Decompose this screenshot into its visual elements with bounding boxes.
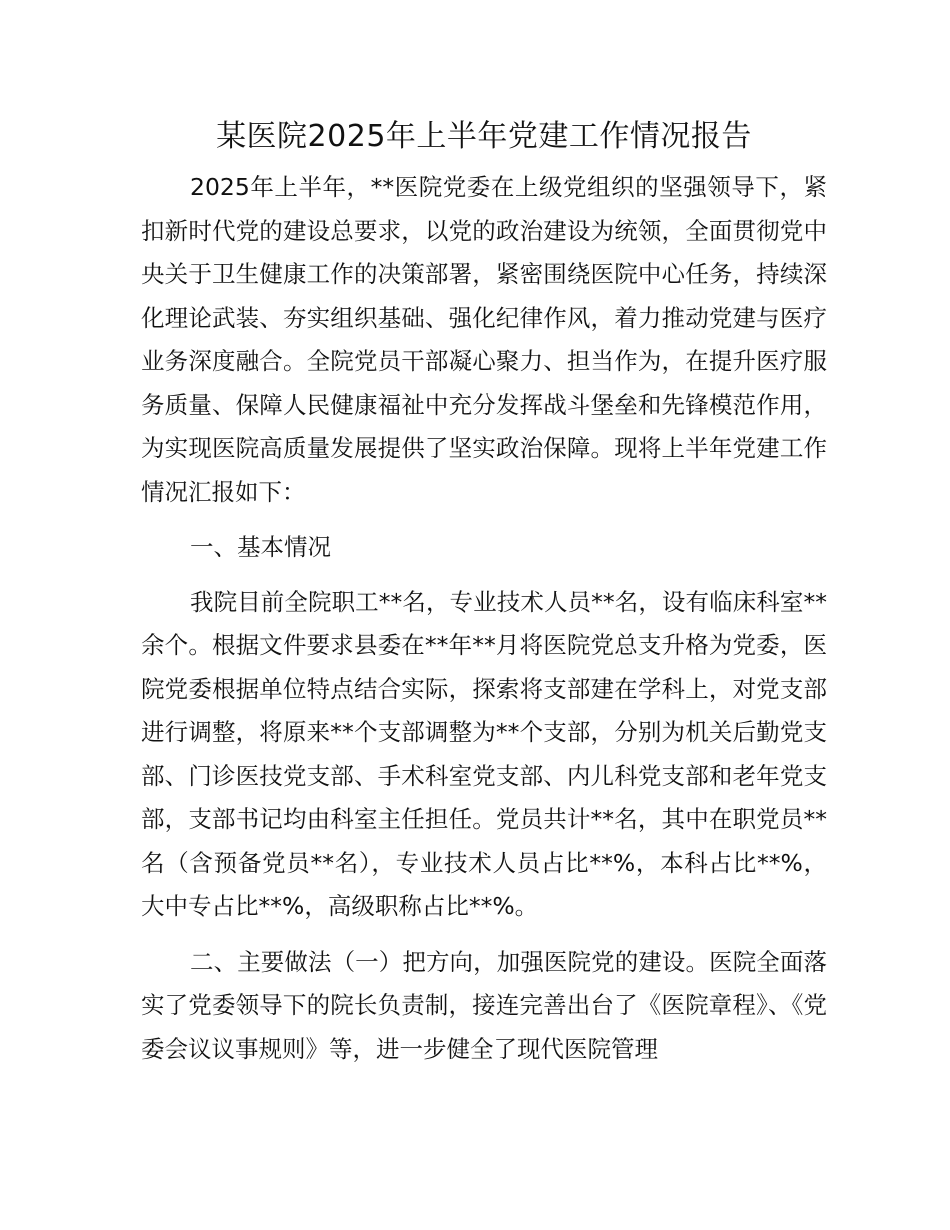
section-heading-basic-info: 一、基本情况 — [190, 533, 331, 561]
intro-paragraph: 2025年上半年，**医院党委在上级党组织的坚强领导下，紧扣新时代党的建设总要求，以党的政治建设为统领，全面贯彻党中央关于卫生健康工作的决策部署，紧密围绕医院中心任务，持续深化理论武装、夯实组织基础、强化纪律作风，着力推动党建与医疗业务深度融合。全院党员干部凝心聚力、担当作为，在提升医疗服务质量、保障人民健康福祉中充分发挥战斗堡垒和先锋模范作用，为实现医院高质量发展提供了坚实政治保障。现将上半年党建工作情况汇报如下： — [141, 173, 827, 506]
document-title: 某医院2025年上半年党建工作情况报告 — [216, 119, 752, 154]
basic-info-paragraph: 我院目前全院职工**名，专业技术人员**名，设有临床科室**余个。根据文件要求县委在**年**月将医院党总支升格为党委，医院党委根据单位特点结合实际，探索将支部建在学科上，对党支部进行调整，将原来**个支部调整为**个支部，分别为机关后勤党支部、门诊医技党支部、手术科室党支部、内儿科党支部和老年党支部，支部书记均由科室主任担任。党员共计**名，其中在职党员**名（含预备党员**名），专业技术人员占比**%，本科占比**%，大中专占比**%，高级职称占比**%。 — [141, 587, 827, 920]
document-page — [141, 108, 827, 1071]
main-practices-paragraph: 二、主要做法（一）把方向，加强医院党的建设。医院全面落实了党委领导下的院长负责制，接连完善出台了《医院章程》、《党委会议议事规则》等，进一步健全了现代医院管理 — [141, 947, 827, 1063]
